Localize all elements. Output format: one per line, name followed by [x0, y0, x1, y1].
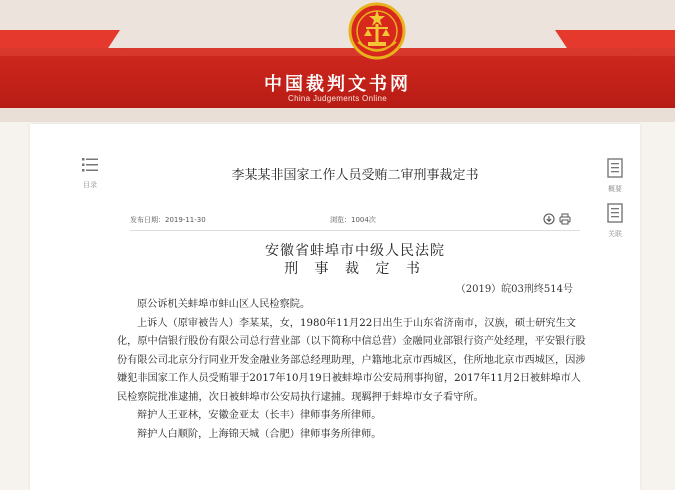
paragraph: 原公诉机关蚌埠市蚌山区人民检察院。 [137, 299, 311, 310]
paragraph: 辩护人王亚林，安徽金亚太（长丰）律师事务所律师。 [137, 410, 382, 421]
site-title: 中国裁判文书网 [264, 74, 411, 95]
document-title: 李某某非国家工作人员受贿二审刑事裁定书 [231, 168, 479, 183]
toc-label: 目录 [83, 181, 97, 189]
document-icon [606, 203, 624, 223]
paragraph: 上诉人（原审被告人）李某某，女，1980年11月22日出生于山东省济南市，汉族，硕士研究生文化，原中信银行股份有限公司总行营业部（以下简称中信总营）金融同业部银行资产处经理，平安银行股份有限公司北京分行同业开发金融业务部总经理助理，户籍地北京市西城区，住所地北京市西城区，因涉嫌犯非国家工作人员受贿罪于2017年10月19日被蚌埠市公安局刑事拘留，2017年11月2日被蚌埠市人民检察院批准逮捕，次日被蚌埠市公安局执行逮捕。现羁押于蚌埠市女子看守所。 [117, 317, 586, 403]
summary-button[interactable] [602, 158, 628, 194]
site-subtitle: China Judgements Online [288, 94, 387, 103]
download-icon[interactable] [543, 213, 555, 225]
document-type: 刑 事 裁 定 书 [284, 261, 426, 277]
paragraph: 辩护人白顺阶，上海锦天城（合肥）律师事务所律师。 [137, 428, 382, 440]
summary-label: 概要 [608, 185, 622, 193]
related-label: 关联 [608, 230, 622, 238]
site-header [0, 0, 675, 122]
header-divider [130, 230, 580, 231]
document-body [117, 296, 590, 444]
document-icon [606, 158, 624, 178]
court-name: 安徽省蚌埠市中级人民法院 [265, 243, 445, 259]
list-icon [81, 156, 99, 174]
toc-button[interactable] [78, 156, 102, 190]
publish-date: 发布日期：2019-11-30 [130, 216, 206, 224]
case-number: （2019）皖03刑终514号 [455, 284, 573, 295]
view-count: 浏览：1004次 [330, 216, 376, 224]
national-emblem-icon [348, 2, 406, 60]
print-icon[interactable] [559, 213, 571, 225]
related-button[interactable] [602, 203, 628, 239]
document-tools [543, 213, 571, 225]
